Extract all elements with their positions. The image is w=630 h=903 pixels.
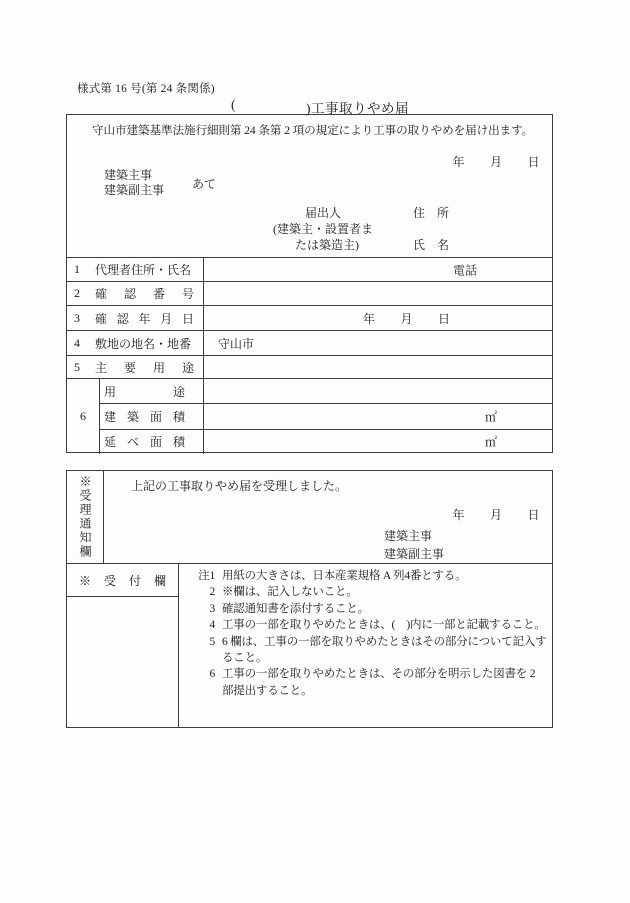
row-number: 3 [74,310,80,325]
form-header-section [67,115,552,257]
note-text: 確認通知書を添付すること。 [222,602,369,615]
site-address-value-cell [204,331,552,355]
row-label: 確 認 番 号 [95,287,194,301]
square-meter-unit: ㎡ [484,435,497,450]
row-label-cell [67,258,204,281]
recipient-suffix: あて [192,176,217,191]
row-number: 4 [74,335,80,350]
row6-subrows [100,379,552,454]
subrow-total-floor-area [100,429,552,454]
city-prefill: 守山市 [218,336,255,351]
main-form-box [66,114,553,453]
receipt-message: 上記の工事取りやめ届を受理しました。 [131,479,348,493]
agent-value-cell [204,258,552,281]
square-meter-unit: ㎡ [484,409,497,424]
receipt-officials [384,528,444,563]
table-row-site-address [67,330,552,355]
note-item-2 [186,584,547,600]
subrow-building-area [100,403,552,428]
official-building-official: 建築主事 [384,529,433,543]
main-use-value-cell [204,356,552,378]
subrow-label: 建 築 面 積 [104,409,185,424]
document-title-open-paren: ( [231,97,236,112]
note-item-6 [186,666,547,699]
recipient-building-official: 建築主事 [104,168,153,182]
reception-stamp-area [67,597,178,727]
note-number: 3 [209,602,215,615]
reception-label: ※ 受 付 欄 [79,573,166,588]
table-row-main-use [67,355,552,378]
building-area-value-cell [204,404,552,428]
receipt-notice-section [67,471,552,564]
reception-stamp-cell [67,564,178,597]
row-number: 1 [74,262,80,276]
note-text: 工事の一部を取りやめたときは、( )内に一部と記載すること。 [222,619,546,632]
row-label-cell [67,331,204,355]
note-text: ※欄は、記入しないこと。 [222,586,358,599]
receipt-notification-box [66,470,553,728]
note-text: 用紙の大きさは、日本産業規格 A 列4番とする。 [222,570,467,582]
note-number: 4 [209,619,215,632]
subrow-label-cell [100,430,204,454]
recipient-block [104,168,216,198]
receipt-date-line: 年 月 日 [452,508,540,522]
total-floor-area-value-cell [204,430,552,454]
submission-date-line: 年 月 日 [452,155,540,169]
note-number: 5 [209,635,215,648]
table-row-confirmation-date [67,305,552,330]
notes-section [179,564,552,727]
row-label: 代理者住所・氏名 [95,263,192,277]
subrow-use [100,379,552,403]
note-number: 6 [209,668,215,681]
reception-column [67,564,179,727]
applicant-name-label: 氏 名 [413,238,450,252]
row-label: 主 要 用 途 [95,360,194,375]
row-label-cell [67,306,204,330]
row-number: 5 [74,359,80,374]
note-text: 6 欄は、工事の一部を取りやめたときはその部分について記入すること。 [222,635,547,665]
form-number: 様式第 16 号(第 24 条関係) [77,83,215,95]
note-item-4 [186,617,547,633]
row-number: 6 [67,379,100,454]
note-text: 工事の一部を取りやめたときは、その部分を明示した図書を 2 部提出すること。 [222,668,536,697]
row-number: 2 [74,286,80,300]
recipient-deputy-building-official: 建築副主事 [104,183,165,197]
note-item-1 [186,568,547,584]
table-row-confirmation-number [67,281,552,305]
official-deputy-building-official: 建築副主事 [384,546,445,561]
recipient-names [104,168,164,198]
receipt-side-label-cell [67,471,104,563]
applicant-paren-line1: (建築主・設置者ま [273,222,373,236]
receipt-notice-content [104,471,552,563]
row-label-cell [67,282,204,305]
row-label-cell [67,356,204,378]
applicant-label: 届出人 [305,206,342,220]
confirmation-number-value-cell [204,282,552,305]
row-label: 敷地の地名・地番 [95,336,192,351]
receipt-side-label: ※受理通知欄 [78,475,92,559]
applicant-address-label: 住 所 [413,206,450,220]
phone-label: 電話 [453,263,478,277]
table-row-6-group [67,378,552,454]
subrow-label-cell [100,404,204,428]
note-number: 注1 [198,570,215,582]
declaration-statement: 守山市建築基準法施行細則第 24 条第 2 項の規定により工事の取りやめを届け出ます。 [92,124,534,137]
reception-and-notes-section [67,564,552,727]
applicant-paren-line2: たは築造主) [295,238,359,252]
row-label: 確 認 年 月 日 [95,311,194,326]
note-item-3 [186,601,547,617]
subrow-label: 用 途 [104,384,185,399]
note-number: 2 [209,586,215,599]
document-title: )工事取りやめ届 [306,101,409,116]
table-row-agent [67,257,552,281]
date-placeholder: 年 月 日 [363,311,451,326]
subrow-label: 延 べ 面 積 [104,435,185,450]
subrow-label-cell [100,379,204,403]
use-value-cell [204,379,552,403]
form-table [67,257,552,454]
confirmation-date-value-cell [204,306,552,330]
note-item-5 [186,634,547,667]
